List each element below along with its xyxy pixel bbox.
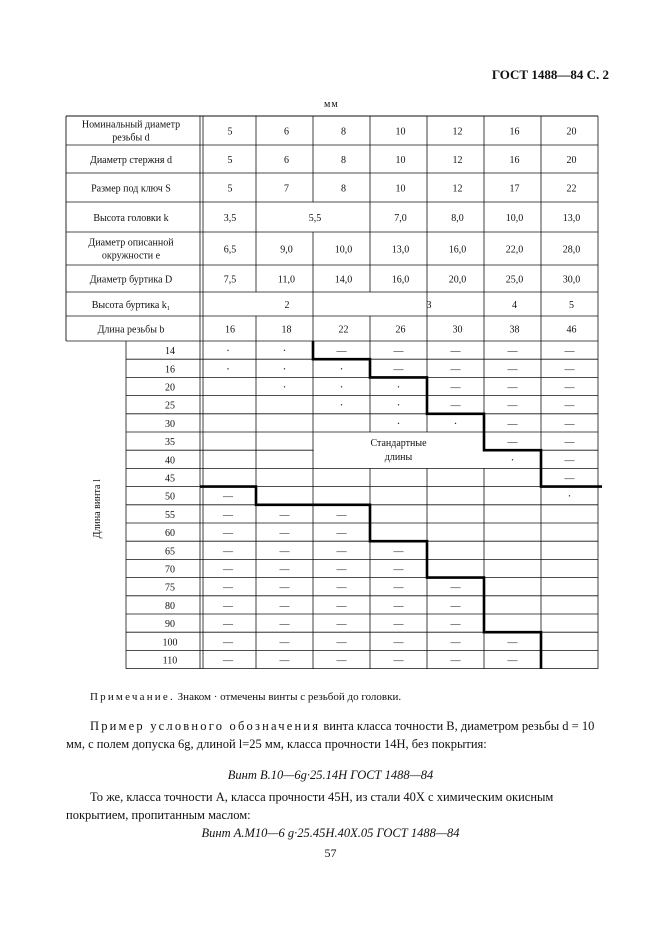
param-value: 30,0	[562, 274, 581, 286]
length-value: 30	[165, 418, 175, 430]
length-cell-mark: ·	[396, 379, 401, 394]
param-value: 30	[452, 324, 463, 336]
length-cell-mark: —	[507, 346, 518, 358]
length-cell-mark: —	[450, 655, 461, 667]
length-cell-mark: ·	[396, 415, 401, 430]
length-cell-mark: —	[507, 655, 518, 667]
length-value: 75	[165, 582, 175, 594]
param-value: 7,0	[394, 213, 407, 224]
param-value: 16,0	[448, 244, 467, 256]
length-cell-mark: —	[393, 346, 404, 358]
example-paragraph	[66, 717, 612, 753]
param-value: 7	[284, 183, 289, 195]
length-cell-mark: —	[450, 600, 461, 612]
length-value: 60	[165, 528, 175, 540]
param-value: 8	[341, 155, 346, 166]
length-cell-mark: —	[279, 600, 290, 612]
length-cell-mark: —	[393, 564, 404, 576]
param-value: 8	[341, 126, 346, 138]
length-cell-mark: ·	[453, 415, 458, 430]
length-cell-mark: —	[279, 564, 290, 576]
param-value: 8	[341, 183, 346, 195]
second-example-paragraph: То же, класса точности А, класса прочности 45Н, из стали 40Х с химическим окисным покрытием, пропитанным маслом:	[66, 790, 554, 822]
length-cell-mark: —	[450, 619, 461, 631]
length-cell-mark: —	[393, 546, 404, 558]
length-cell-mark: —	[507, 400, 518, 412]
length-cell-mark: —	[223, 528, 233, 540]
length-value: 100	[162, 637, 178, 649]
param-value: 10	[395, 126, 406, 138]
length-cell-mark: —	[450, 364, 461, 376]
length-cell-mark: ·	[510, 452, 515, 467]
length-cell-mark: ·	[226, 343, 230, 358]
param-value: 18	[281, 324, 292, 336]
length-cell-mark: —	[279, 655, 290, 667]
length-cell-mark: —	[564, 473, 575, 485]
table-note	[90, 691, 401, 703]
param-value: 28,0	[562, 244, 581, 256]
length-cell-mark: —	[564, 400, 575, 412]
param-label: Высота буртика k₁	[91, 300, 171, 311]
length-cell-mark: ·	[339, 379, 344, 394]
param-value: 5	[227, 183, 233, 195]
length-value: 70	[165, 564, 175, 576]
length-cell-mark: —	[393, 637, 404, 649]
length-cell-mark: —	[393, 655, 404, 667]
length-cell-mark: —	[336, 655, 347, 667]
note-heading: Примечание.	[90, 691, 175, 703]
param-value: 46	[566, 324, 577, 336]
param-value: 5	[569, 300, 574, 311]
length-cell-mark: ·	[282, 343, 287, 358]
length-cell-mark: —	[336, 600, 347, 612]
param-value: 11,0	[277, 274, 296, 286]
length-cell-mark: —	[336, 582, 347, 594]
param-label: Высота головки k	[93, 213, 169, 224]
length-value: 90	[165, 619, 175, 631]
param-value: 3,5	[223, 213, 237, 224]
param-value: 20	[566, 155, 577, 166]
param-value: 5,5	[308, 213, 322, 224]
units-label: мм	[324, 99, 339, 110]
length-value: 55	[165, 509, 175, 521]
length-cell-mark: —	[564, 382, 575, 394]
length-cell-mark: —	[336, 528, 347, 540]
designation-example-2: Винт А.М10—6 g·25.45Н.40Х.05 ГОСТ 1488—84	[201, 826, 460, 840]
length-value: 65	[165, 546, 175, 558]
length-cell-mark: —	[564, 346, 575, 358]
param-label: окружности e	[101, 250, 161, 262]
length-cell-mark: —	[393, 582, 404, 594]
length-cell-mark: —	[564, 364, 575, 376]
length-value: 40	[165, 455, 175, 467]
length-cell-mark: —	[564, 437, 575, 449]
length-cell-mark: —	[336, 346, 347, 358]
length-cell-mark: —	[564, 418, 575, 430]
length-value: 25	[165, 400, 175, 412]
param-value: 12	[452, 183, 463, 195]
param-value: 8,0	[451, 213, 464, 224]
param-label: резьбы d	[112, 132, 150, 144]
length-cell-mark: —	[279, 582, 290, 594]
length-cell-mark: ·	[282, 361, 287, 376]
length-cell-mark: —	[564, 455, 575, 467]
param-value: 17	[509, 183, 520, 195]
param-value: 4	[512, 300, 517, 311]
page-number: 57	[324, 846, 337, 860]
param-value: 20,0	[448, 274, 467, 286]
param-value: 10,0	[334, 244, 353, 256]
param-value: 38	[509, 324, 520, 336]
param-value: 12	[452, 155, 463, 166]
length-value: 20	[165, 382, 175, 394]
param-value: 16	[225, 324, 235, 336]
length-cell-mark: ·	[226, 361, 230, 376]
length-cell-mark: ·	[282, 379, 287, 394]
param-value: 9,0	[280, 244, 293, 256]
param-value: 16,0	[391, 274, 410, 286]
param-value: 7,5	[223, 274, 237, 286]
length-cell-mark: —	[393, 364, 404, 376]
param-value: 14,0	[334, 274, 353, 286]
param-value: 10	[395, 155, 406, 166]
param-label: Размер под ключ S	[91, 183, 171, 195]
param-value: 5	[227, 155, 233, 166]
length-cell-mark: —	[393, 600, 404, 612]
length-axis-label: Длина винта l	[92, 479, 103, 539]
length-cell-mark: —	[223, 509, 233, 521]
param-label: Диаметр буртика D	[89, 274, 173, 286]
param-label: Диаметр описанной	[88, 237, 174, 249]
length-cell-mark: —	[223, 491, 233, 503]
param-value: 3	[426, 300, 432, 311]
length-cell-mark: —	[336, 619, 347, 631]
param-value: 6	[284, 126, 289, 138]
standard-lengths-label: Стандартные	[370, 438, 427, 449]
note-text: Знаком · отмечены винты с резьбой до головки.	[174, 691, 402, 703]
length-value: 110	[162, 655, 178, 667]
length-value: 16	[165, 364, 175, 376]
length-cell-mark: ·	[396, 397, 401, 412]
document-header: ГОСТ 1488—84 С. 2	[491, 67, 609, 82]
length-cell-mark: —	[507, 637, 518, 649]
length-cell-mark: —	[223, 546, 233, 558]
length-cell-mark: —	[450, 637, 461, 649]
param-label: Номинальный диаметр	[81, 119, 181, 131]
length-cell-mark: ·	[567, 488, 572, 503]
length-cell-mark: —	[223, 619, 233, 631]
length-value: 45	[165, 473, 175, 485]
length-value: 50	[165, 491, 175, 503]
standard-lengths-label: длины	[384, 452, 413, 463]
param-value: 16	[509, 126, 520, 138]
param-value: 10,0	[505, 213, 524, 224]
length-cell-mark: —	[507, 418, 518, 430]
param-label: Длина резьбы b	[97, 324, 165, 336]
length-cell-mark: —	[279, 619, 290, 631]
param-value: 6	[284, 155, 289, 166]
param-value: 22	[566, 183, 577, 195]
param-value: 13,0	[391, 244, 410, 256]
length-cell-mark: —	[450, 382, 461, 394]
param-value: 25,0	[505, 274, 524, 286]
param-value: 16	[509, 155, 520, 166]
param-label: Диаметр стержня d	[90, 155, 172, 166]
length-cell-mark: —	[507, 364, 518, 376]
param-value: 22,0	[505, 244, 524, 256]
designation-example-1: Винт В.10—6g·25.14Н ГОСТ 1488—84	[227, 768, 434, 782]
length-value: 35	[165, 437, 175, 449]
length-cell-mark: —	[450, 400, 461, 412]
length-cell-mark: —	[279, 546, 290, 558]
length-cell-mark: —	[223, 655, 233, 667]
length-cell-mark: ·	[339, 361, 344, 376]
example-heading: Пример условного обозначения	[90, 719, 321, 733]
param-value: 10	[395, 183, 406, 195]
example-text: винта класса точности В, диаметром резьбы d = 10 мм, с полем допуска 6g, длиной l=25 мм, класса прочности 14Н, без покрытия:	[66, 719, 595, 751]
length-cell-mark: —	[507, 437, 518, 449]
length-cell-mark: —	[223, 637, 233, 649]
length-value: 80	[165, 600, 175, 612]
param-value: 6,5	[223, 244, 237, 256]
length-cell-mark: —	[279, 637, 290, 649]
length-cell-mark: —	[450, 582, 461, 594]
length-cell-mark: —	[507, 382, 518, 394]
length-cell-mark: —	[336, 509, 347, 521]
length-cell-mark: —	[450, 346, 461, 358]
param-value: 13,0	[562, 213, 581, 224]
length-cell-mark: —	[223, 582, 233, 594]
param-value: 20	[566, 126, 577, 138]
length-cell-mark: —	[223, 600, 233, 612]
param-value: 5	[227, 126, 233, 138]
length-cell-mark: —	[336, 637, 347, 649]
length-cell-mark: —	[279, 528, 290, 540]
length-cell-mark: —	[393, 619, 404, 631]
param-value: 26	[395, 324, 406, 336]
length-cell-mark: ·	[339, 397, 344, 412]
length-cell-mark: —	[223, 564, 233, 576]
length-cell-mark: —	[336, 564, 347, 576]
length-value: 14	[165, 346, 175, 358]
length-cell-mark: —	[279, 509, 290, 521]
param-value: 12	[452, 126, 463, 138]
param-value: 22	[338, 324, 349, 336]
length-cell-mark: —	[336, 546, 347, 558]
param-value: 2	[284, 300, 290, 311]
